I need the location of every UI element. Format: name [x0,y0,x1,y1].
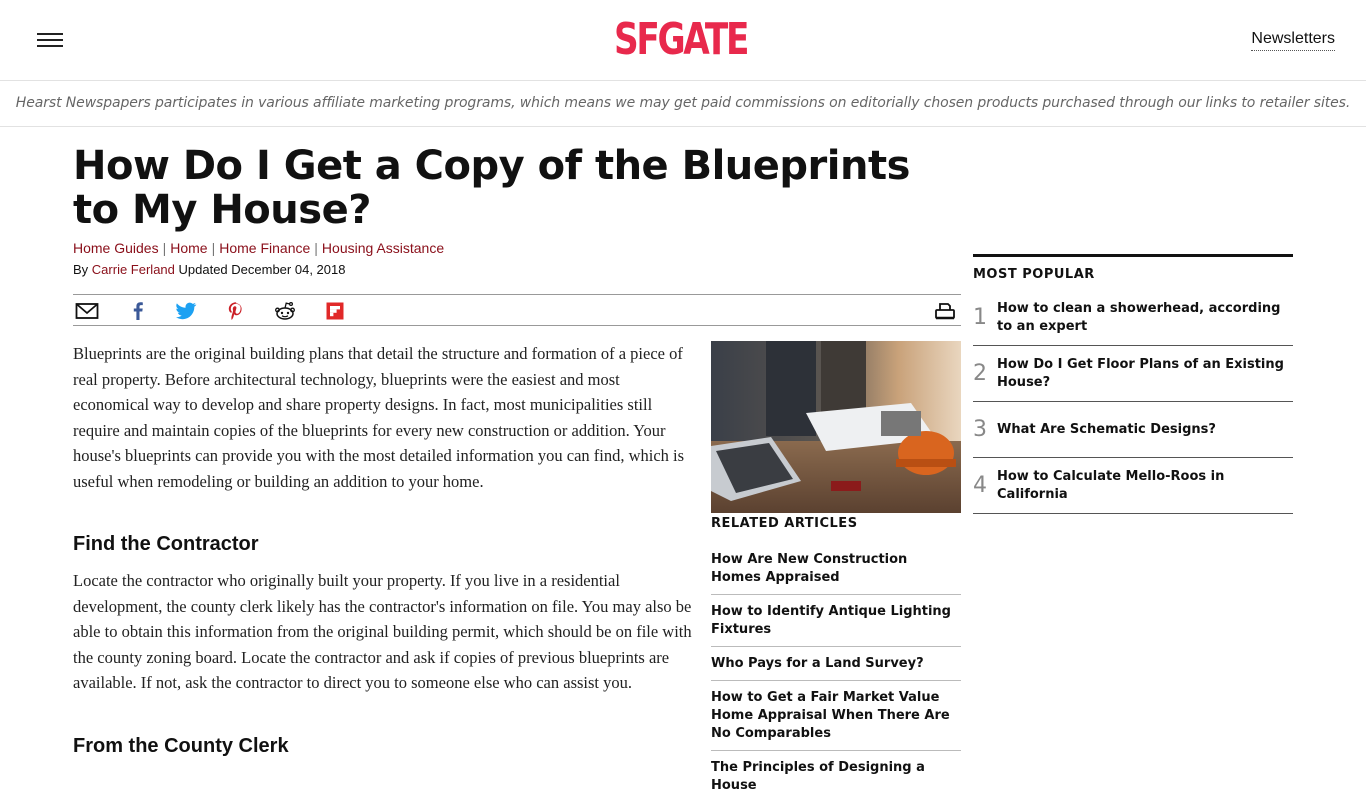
facebook-icon[interactable] [126,301,150,321]
related-articles-heading: RELATED ARTICLES [711,516,858,531]
separator: | [211,240,216,256]
related-article-link[interactable]: The Principles of Designing a House [711,760,925,793]
category-link-housing-assistance[interactable]: Housing Assistance [321,240,445,256]
intro-paragraph: Blueprints are the original building plans that detail the structure and formation of a piece of real property. Before architectural technology, blueprints were the easiest and most economical way to develop and share property designs. In fact, most municipalities still require and maintain copies of the blueprints for every new construction or addition. Your house's blueprints can provide you with the most detailed information you can find, which is useful when remodeling or building an addition to your home. [73,344,685,491]
newsletters-link[interactable]: Newsletters [1251,30,1335,51]
article-photo [711,341,961,513]
popular-rank: 4 [973,473,987,498]
separator: | [162,240,167,256]
site-header [0,0,1366,81]
popular-title[interactable]: How to Calculate Mello-Roos in California [997,468,1225,502]
popular-rank: 2 [973,361,987,386]
related-article-link[interactable]: How Are New Construction Homes Appraised [711,545,961,595]
separator: | [314,240,318,256]
byline-prefix: By [73,262,89,277]
category-link-home-guides[interactable]: Home Guides [73,240,159,256]
popular-item[interactable] [973,402,1293,458]
email-icon[interactable] [75,301,99,321]
section-heading-county-clerk: From the County Clerk [73,735,289,757]
popular-rank: 3 [973,417,987,442]
share-bar [73,294,961,326]
print-icon[interactable] [933,301,957,321]
affiliate-disclaimer: Hearst Newspapers participates in various affiliate marketing programs, which means we may get paid commissions on editorially chosen products purchased through our links to retailer sites. [0,81,1366,127]
article-title: How Do I Get a Copy of the Blueprints to My House? [73,143,910,233]
author-link[interactable]: Carrie Ferland [91,262,175,277]
section-paragraph-find-contractor: Locate the contractor who originally built your property. If you live in a residential development, the county clerk likely has the contractor's information on file. You may also be able to obtain this information from the original building permit, which should be on file with the county zoning board. Locate the contractor and ask if copies of previous blueprints are available. If not, ask the contractor to direct you to someone else who can assist you. [73,571,692,692]
pinterest-icon[interactable] [224,301,248,321]
popular-item[interactable] [973,458,1293,514]
twitter-icon[interactable] [174,301,198,321]
flipboard-icon[interactable] [323,301,347,321]
most-popular-heading: MOST POPULAR [973,267,1095,282]
updated-date: Updated December 04, 2018 [178,262,346,277]
popular-title[interactable]: How Do I Get Floor Plans of an Existing House? [997,356,1284,390]
most-popular [973,254,1293,514]
popular-title[interactable]: What Are Schematic Designs? [997,421,1216,437]
menu-icon[interactable] [37,32,63,50]
popular-item[interactable] [973,290,1293,346]
category-link-home-finance[interactable]: Home Finance [219,240,311,256]
byline [73,262,345,277]
related-article-link[interactable]: Who Pays for a Land Survey? [711,647,961,681]
reddit-icon[interactable] [273,301,297,321]
popular-item[interactable] [973,346,1293,402]
category-link-home[interactable]: Home [170,240,208,256]
related-article-link[interactable]: How to Get a Fair Market Value Home Appraisal When There Are No Comparables [711,681,961,751]
popular-rank: 1 [973,305,987,330]
popular-title[interactable]: How to clean a showerhead, according to an expert [997,300,1281,334]
breadcrumb [73,240,444,257]
site-logo[interactable]: SFGATE [614,14,748,65]
related-article-link[interactable]: How to Identify Antique Lighting Fixtures [711,595,961,647]
related-articles [711,516,961,802]
section-heading-find-contractor: Find the Contractor [73,533,259,555]
